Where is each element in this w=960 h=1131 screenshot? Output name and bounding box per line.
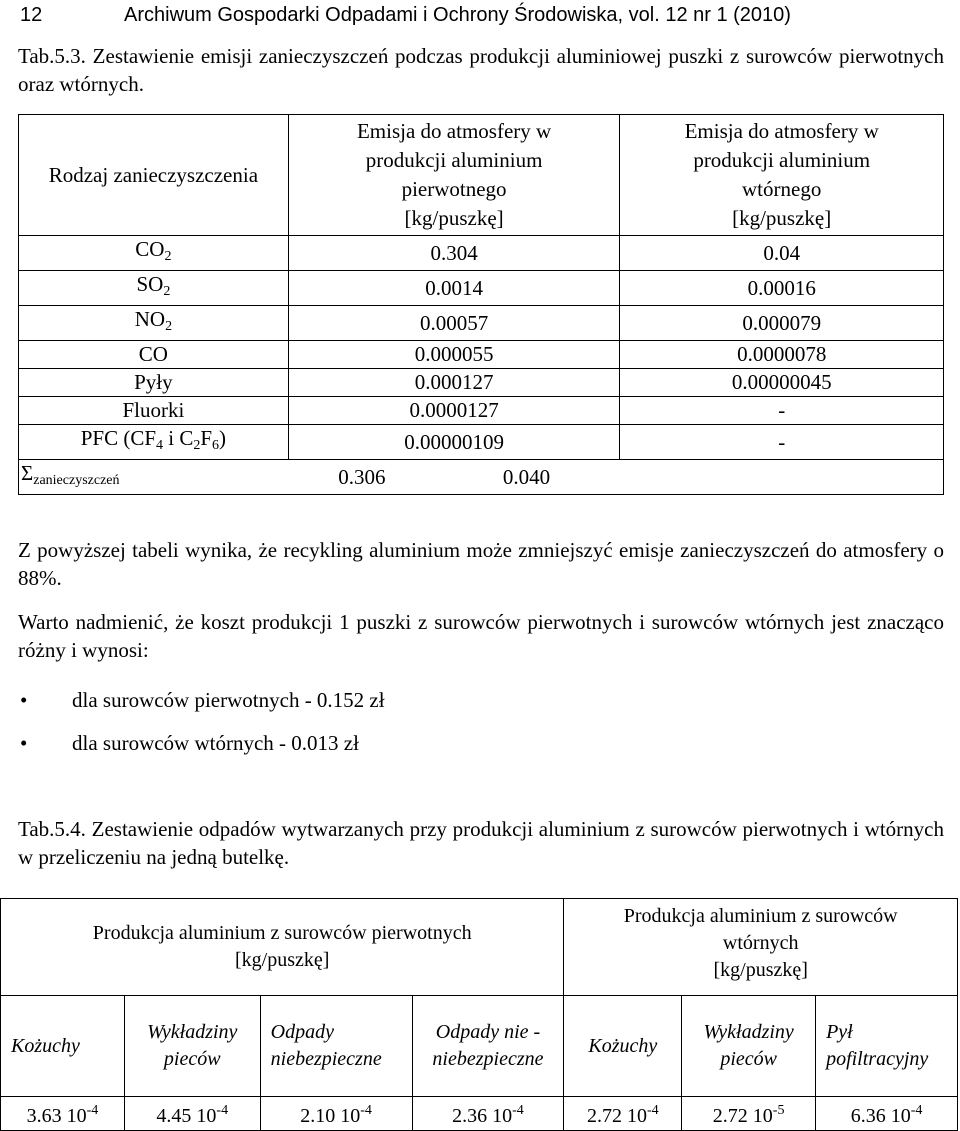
bullet-text: dla surowców wtórnych - 0.013 zł — [72, 731, 359, 755]
secondary-value: 0.00016 — [620, 271, 944, 306]
sum-label: $\Sigma_{zanieczyszczeń}$ — [19, 460, 289, 495]
paragraph-recycling: Z powyższej tabeli wynika, że recykling aluminium może zmniejszyć emisje zanieczyszczeń do atmosfery o 88%. — [18, 538, 944, 590]
primary-value: 0.0014 — [288, 271, 620, 306]
pollutant-name: $CO_2$ — [19, 236, 289, 271]
table-subheader-row — [1, 996, 958, 1097]
list-item — [18, 686, 385, 714]
value-cell: 4.45 $10^{-4}$ — [124, 1097, 260, 1131]
pollutant-name: $NO_2$ — [19, 306, 289, 341]
secondary-value: - — [620, 397, 944, 425]
table-row — [19, 369, 944, 397]
primary-value: 0.000055 — [288, 341, 620, 369]
page-header — [20, 4, 791, 27]
secondary-value: - — [620, 425, 944, 460]
subheader-cell: Pył pofiltracyjny — [816, 996, 958, 1097]
sum-row — [19, 460, 944, 495]
pollutant-name: CO — [19, 341, 289, 369]
value-cell: 2.10 $10^{-4}$ — [260, 1097, 412, 1131]
subheader-cell: Wykładziny pieców — [682, 996, 816, 1097]
table-group-header-row — [1, 899, 958, 996]
value-cell: 2.72 $10^{-4}$ — [564, 1097, 682, 1131]
value-cell: 3.63 $10^{-4}$ — [1, 1097, 125, 1131]
primary-value: 0.0000127 — [288, 397, 620, 425]
pollutant-name: Pyły — [19, 369, 289, 397]
secondary-value: 0.000079 — [620, 306, 944, 341]
subheader-cell: Odpady niebezpieczne — [260, 996, 412, 1097]
page-number: 12 — [20, 4, 43, 26]
emissions-table — [18, 114, 944, 495]
secondary-value: 0.00000045 — [620, 369, 944, 397]
bullet-icon: • — [20, 688, 28, 712]
table-row — [1, 1097, 958, 1131]
header-pollutant-type: Rodzaj zanieczyszczenia — [19, 115, 289, 236]
primary-value: 0.304 — [288, 236, 620, 271]
waste-table — [0, 898, 958, 1131]
table-row — [19, 236, 944, 271]
subheader-cell: Wykładziny pieców — [124, 996, 260, 1097]
pollutant-name: Fluorki — [19, 397, 289, 425]
bullet-text: dla surowców pierwotnych - 0.152 zł — [72, 688, 385, 712]
table-row — [19, 306, 944, 341]
subheader-cell: Kożuchy — [564, 996, 682, 1097]
primary-value: 0.000127 — [288, 369, 620, 397]
pollutant-name: PFC ($CF_4$ i $C_2F_6$) — [19, 425, 289, 460]
pollutant-name: $SO_2$ — [19, 271, 289, 306]
table2-caption: Tab.5.4. Zestawienie odpadów wytwarzanych przy produkcji aluminium z surowców pierwotnych i wtórnych w przeliczeniu na jedną butelkę. — [18, 817, 944, 869]
secondary-value: 0.0000078 — [620, 341, 944, 369]
header-primary-production: Produkcja aluminium z surowców pierwotnych [kg/puszkę] — [1, 899, 564, 996]
secondary-value: 0.04 — [620, 236, 944, 271]
journal-title: Archiwum Gospodarki Odpadami i Ochrony Środowiska, vol. 12 nr 1 (2010) — [124, 4, 791, 26]
value-cell: 6.36 $10^{-4}$ — [816, 1097, 958, 1131]
subheader-cell: Kożuchy — [1, 996, 125, 1097]
primary-value: 0.00057 — [288, 306, 620, 341]
bullet-icon: • — [20, 731, 28, 755]
table-row — [19, 341, 944, 369]
table1-caption: Tab.5.3. Zestawienie emisji zanieczyszczeń podczas produkcji aluminiowej puszki z surowców pierwotnych oraz wtórnych. — [18, 44, 944, 96]
table-row — [19, 425, 944, 460]
value-cell: 2.72 $10^{-5}$ — [682, 1097, 816, 1131]
header-secondary-production: Produkcja aluminium z surowców wtórnych [kg/puszkę] — [564, 899, 958, 996]
header-primary-emission: Emisja do atmosfery w produkcji aluminium pierwotnego [kg/puszkę] — [288, 115, 620, 236]
paragraph-cost: Warto nadmienić, że koszt produkcji 1 puszki z surowców pierwotnych i surowców wtórnych jest znacząco różny i wynosi: — [18, 610, 944, 662]
table-row — [19, 271, 944, 306]
primary-value: 0.00000109 — [288, 425, 620, 460]
list-item — [18, 729, 359, 757]
value-cell: 2.36 $10^{-4}$ — [412, 1097, 564, 1131]
subheader-cell: Odpady nie - niebezpieczne — [412, 996, 564, 1097]
header-secondary-emission: Emisja do atmosfery w produkcji aluminium wtórnego [kg/puszkę] — [620, 115, 944, 236]
table-header-row — [19, 115, 944, 236]
sum-primary: 0.306 — [288, 460, 620, 495]
table-row — [19, 397, 944, 425]
sum-secondary: 0.040 — [620, 460, 944, 495]
